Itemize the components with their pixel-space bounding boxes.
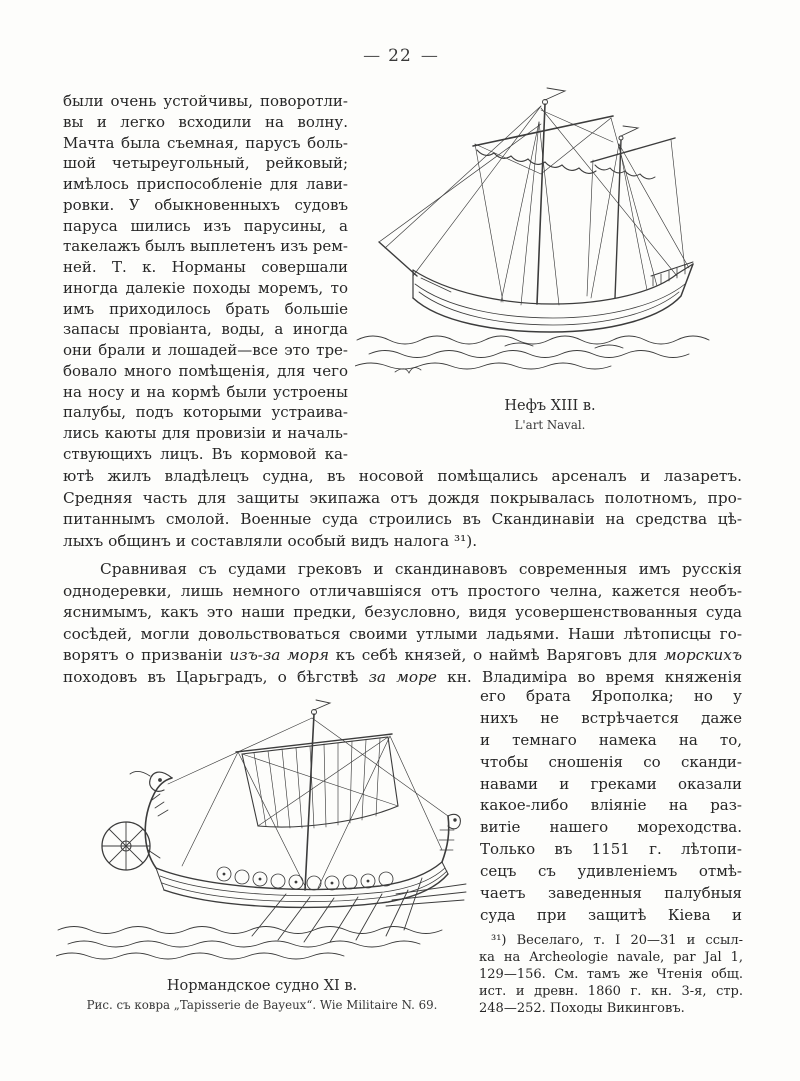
page-number-value: 22	[388, 46, 412, 66]
footnote-line: ка на Archeologie navale, par Jal 1,	[479, 950, 743, 965]
text-line: иногда далекіе походы моремъ, то	[63, 278, 348, 297]
page-number-rule-left: —	[363, 46, 380, 66]
text-line: Средняя часть для защиты экипажа отъ дождя покрывалась полотномъ, про-	[63, 488, 742, 507]
page-number-rule-right: —	[420, 46, 437, 66]
text-line: сецъ съ удивленіемъ отмѣ-	[480, 862, 742, 881]
text-line: запасы провіанта, воды, а иногда	[63, 320, 348, 339]
figure-nef-ship	[355, 64, 745, 432]
text-line: ровки. У обыкновенныхъ судовъ	[63, 195, 348, 214]
text-line: его брата Ярополка; но у	[480, 687, 742, 705]
text-segment-italic: за море	[368, 667, 437, 686]
figure1-caption-source: L'art Naval.	[514, 418, 586, 432]
figure1-caption-title: Нефъ XIII в.	[504, 398, 596, 414]
footnote-line: ³¹) Веселаго, т. I 20—31 и ссыл-	[491, 933, 743, 948]
text-segment: походовъ въ Царьградъ, о бѣгствѣ	[63, 667, 369, 686]
paragraph-bottom-right-column	[480, 686, 742, 927]
text-line: они брали и лошадей—все это тре-	[63, 341, 348, 359]
text-line: сосѣдей, могли довольствоваться своими утлыми ладьями. Наши лѣтописцы го-	[63, 624, 742, 643]
text-line: были очень устойчивы, поворотли-	[63, 92, 348, 110]
text-line: лыхъ общинъ и составляли особый видъ налога ³¹).	[63, 531, 478, 550]
paragraph-two	[63, 559, 742, 689]
text-segment-italic: морскихъ	[663, 646, 742, 665]
text-line: ствующихъ лицъ. Въ кормовой ка-	[63, 444, 348, 463]
text-line: чаетъ заведенныя палубныя	[480, 884, 742, 903]
text-line: лись каюты для провизіи и началь-	[63, 424, 348, 442]
text-line: и темнаго намека на то,	[480, 730, 742, 749]
nef-ship-illustration	[355, 64, 735, 382]
text-line: однодеревки, лишь немного отличавшіяся отъ простого челна, кажется необъ-	[63, 581, 742, 600]
text-line: ютѣ жилъ владѣлецъ судна, въ носовой помѣщались арсеналъ и лазаретъ.	[63, 467, 742, 485]
footnote-line: 129—156. См. тамъ же Чтенія общ.	[479, 967, 743, 982]
footnote	[479, 932, 743, 1017]
text-line: Сравнивая съ судами грековъ и скандинавовъ современныя имъ русскія	[100, 560, 742, 578]
text-line: имъ приходилось брать большіе	[63, 299, 348, 318]
text-line: такелажъ былъ выплетенъ изъ рем-	[63, 237, 348, 256]
figure2-caption	[56, 978, 468, 1012]
text-line: на носу и на кормѣ были устроены	[63, 382, 348, 401]
paragraph-one-continuation	[63, 466, 742, 552]
figure2-caption-source: Рис. съ ковра „Tapisserie de Bayeux“. Wie Militaire N. 69.	[86, 998, 438, 1012]
footnote-line: ист. и древн. 1860 г. кн. 3-я, стр.	[479, 984, 743, 999]
text-line: питаннымъ смолой. Военные суда строились въ Скандинавіи на средства цѣ-	[63, 510, 742, 529]
text-line: ней. Т. к. Норманы совершали	[63, 258, 348, 276]
text-line: суда при защитѣ Кіева и	[480, 905, 742, 924]
text-line: яснимымъ, какъ это наши предки, безусловно, видя усовершенствованныя суда	[63, 603, 742, 622]
text-line	[63, 645, 742, 667]
text-line: навами и греками оказали	[480, 774, 742, 793]
text-line: паруса шились изъ парусины, а	[63, 216, 348, 235]
paragraph-top-left-column	[63, 91, 348, 465]
text-line: палубы, подъ которыми устраива-	[63, 403, 348, 422]
text-segment: къ себѣ князей, о наймѣ Варяговъ для	[328, 646, 664, 665]
text-line: витіе нашего мореходства.	[480, 818, 742, 837]
text-line: Мачта была съемная, парусъ боль-	[63, 133, 348, 152]
text-line: какое-либо вліяніе на раз-	[480, 796, 742, 815]
text-line: имѣлось приспособленіе для лави-	[63, 175, 348, 193]
text-segment: ворятъ о призваніи	[63, 646, 230, 665]
text-line: чтобы сношенія со сканди-	[480, 752, 742, 771]
figure1-caption	[355, 398, 745, 432]
figure-norman-ship	[56, 698, 468, 1012]
norman-ship-illustration	[56, 698, 468, 966]
figure2-caption-title: Нормандское судно XI в.	[166, 978, 358, 994]
text-line: нихъ не встрѣчается даже	[480, 708, 742, 727]
page-number	[0, 46, 800, 66]
text-line: Только въ 1151 г. лѣтопи-	[480, 840, 742, 859]
text-line: бовало много помѣщенія, для чего	[63, 361, 348, 380]
footnote-line: 248—252. Походы Викинговъ.	[479, 1001, 685, 1016]
text-line: вы и легко всходили на волну.	[63, 112, 348, 131]
text-segment: кн. Владиміра во время княженія	[436, 667, 742, 686]
text-line: шой четыреугольный, рейковый;	[63, 154, 348, 173]
text-segment-italic: изъ-за моря	[229, 646, 329, 665]
